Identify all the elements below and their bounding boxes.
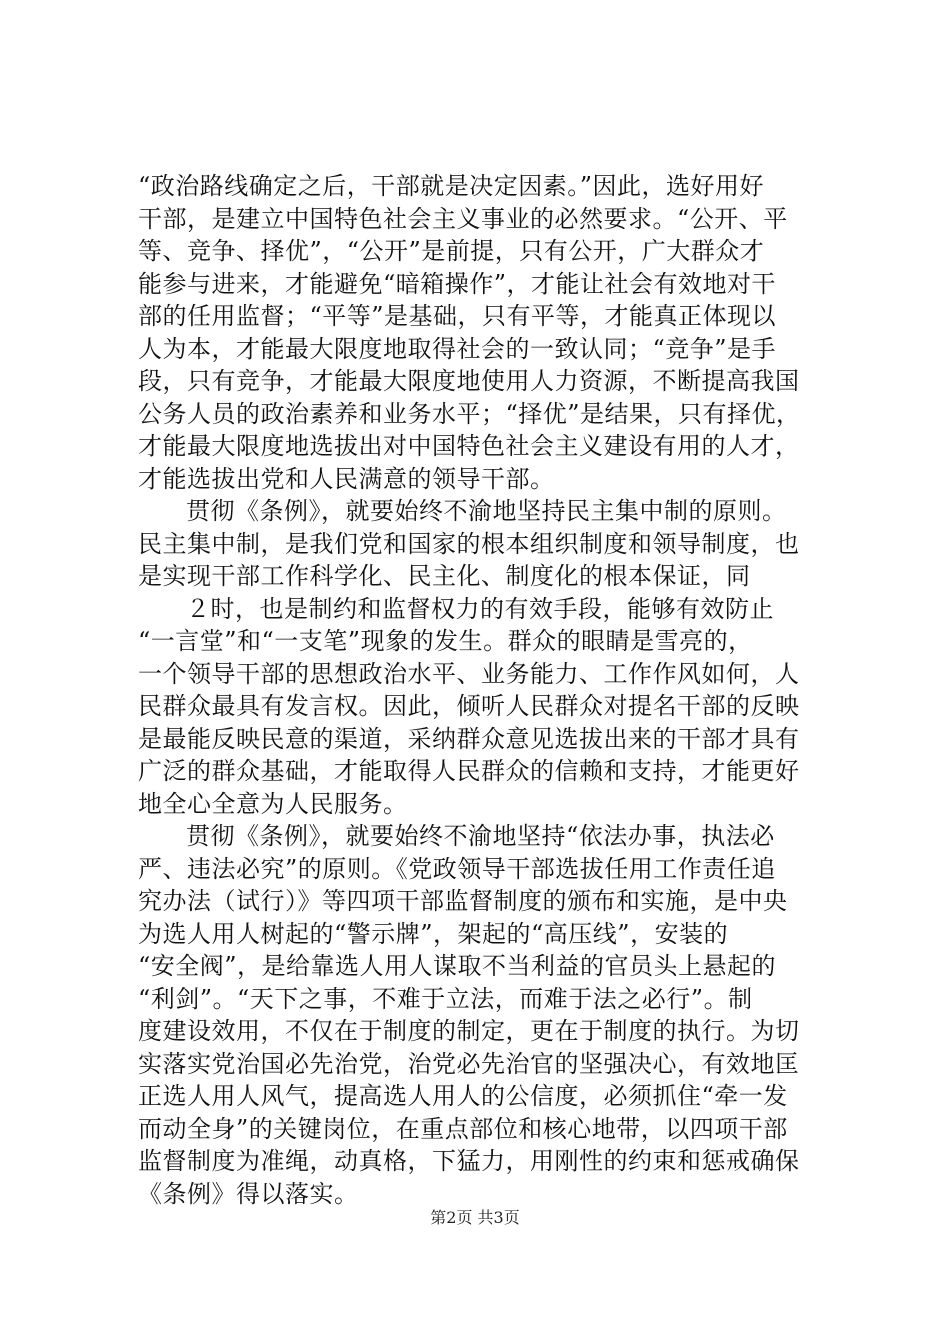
text-line: 才能选拔出党和人民满意的领导干部。	[138, 464, 555, 493]
text-line: 一个领导干部的思想政治水平、业务能力、工作作风如何，人	[138, 659, 800, 688]
text-line: 才能最大限度地选拔出对中国特色社会主义建设有用的人才，	[138, 432, 800, 460]
text-line: 能参与进来，才能避免“暗箱操作”，才能让社会有效地对干	[138, 269, 777, 298]
text-line: 部的任用监督；“平等”是基础，只有平等，才能真正体现以	[138, 302, 777, 330]
text-line: 为选人用人树起的“警示牌”，架起的“高压线”，安装的	[138, 919, 729, 948]
text-line: 度建设效用，不仅在于制度的制定，更在于制度的执行。为切	[138, 1017, 800, 1045]
paragraph-start-line: 贯彻《条例》，就要始终不渝地坚持“依法办事，执法必	[186, 822, 775, 850]
text-line: 实落实党治国必先治党，治党必先治官的坚强决心，有效地匡	[138, 1049, 800, 1078]
text-line: 民主集中制，是我们党和国家的根本组织制度和领导制度，也	[138, 529, 800, 558]
text-line: 干部，是建立中国特色社会主义事业的必然要求。“公开、平	[138, 204, 788, 233]
text-line: “一言堂”和“一支笔”现象的发生。群众的眼睛是雪亮的，	[138, 627, 753, 655]
page-footer	[0, 1208, 950, 1228]
text-line: 究办法（试行）》等四项干部监督制度的颁布和实施，是中央	[138, 887, 788, 915]
text-line: 民群众最具有发言权。因此，倾听人民群众对提名干部的反映	[138, 692, 800, 720]
text-line: “安全阀”，是给靠选人用人谋取不当利益的官员头上悬起的	[138, 952, 777, 980]
text-line: 地全心全意为人民服务。	[138, 789, 408, 818]
paragraph-start-line: 贯彻《条例》，就要始终不渝地坚持民主集中制的原则。	[186, 497, 787, 525]
document-body	[138, 170, 838, 1210]
text-line: 公务人员的政治素养和业务水平；“择优”是结果，只有择优，	[138, 399, 801, 428]
text-line: 监督制度为准绳，动真格，下猛力，用刚性的约束和惩戒确保	[138, 1147, 800, 1175]
paragraph-start-line: ２时，也是制约和监督权力的有效手段，能够有效防止	[186, 594, 774, 623]
text-line: “利剑”。“天下之事，不难于立法，而难于法之必行”。制	[138, 984, 753, 1013]
text-line: “政治路线确定之后，干部就是决定因素。”因此，选好用好	[138, 172, 765, 200]
text-line: 等、竞争、择优”，“公开”是前提，只有公开，广大群众才	[138, 237, 765, 265]
text-line: 段，只有竞争，才能最大限度地使用人力资源，不断提高我国	[138, 367, 800, 395]
text-line: 严、违法必究”的原则。《党政领导干部选拔任用工作责任追	[138, 854, 776, 883]
text-line: 人为本，才能最大限度地取得社会的一致认同；“竞争”是手	[138, 334, 777, 363]
text-line: 《条例》得以落实。	[138, 1179, 359, 1208]
text-line: 是最能反映民意的渠道，采纳群众意见选拔出来的干部才具有	[138, 724, 800, 753]
page-number-label: 第2页 共3页	[430, 1208, 520, 1227]
text-line: 正选人用人风气，提高选人用人的公信度，必须抓住“牵一发	[138, 1082, 788, 1110]
text-line: 而动全身”的关键岗位，在重点部位和核心地带，以四项干部	[138, 1114, 788, 1143]
text-line: 广泛的群众基础，才能取得人民群众的信赖和支持，才能更好	[138, 757, 800, 785]
text-line: 是实现干部工作科学化、民主化、制度化的根本保证，同	[138, 562, 751, 590]
